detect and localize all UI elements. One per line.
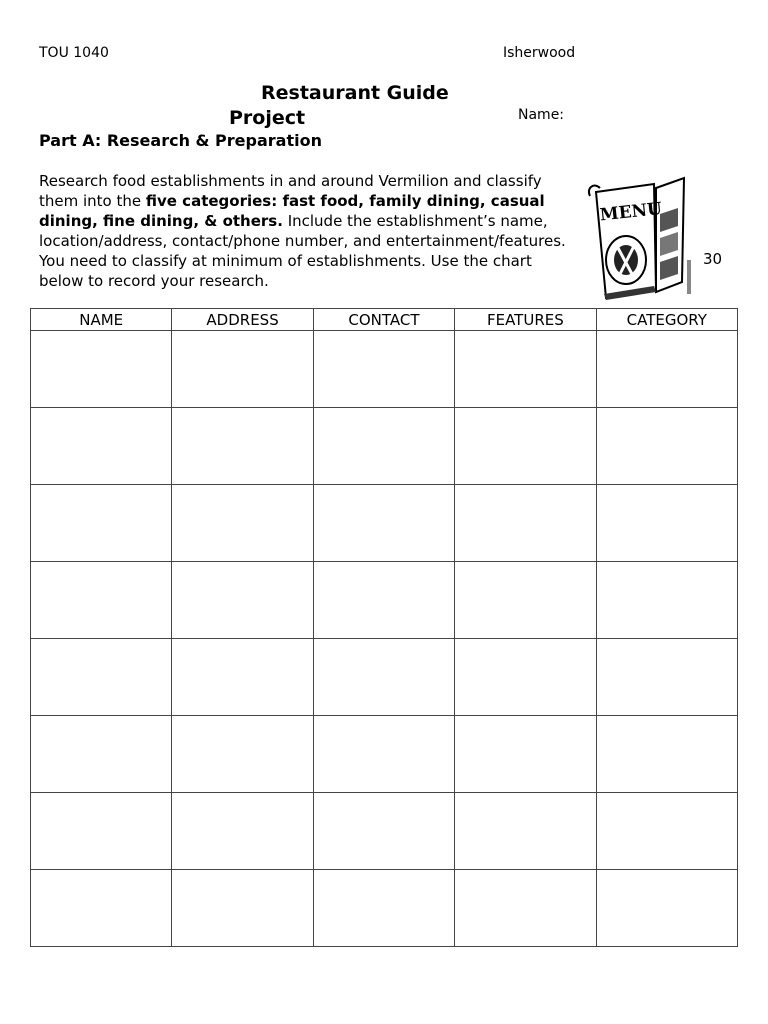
course-code: TOU 1040 xyxy=(39,45,109,61)
column-header-category: CATEGORY xyxy=(596,309,737,331)
column-header-name: NAME xyxy=(31,309,172,331)
table-row xyxy=(31,716,738,793)
table-cell-name xyxy=(31,562,172,639)
table-cell-features xyxy=(455,485,596,562)
page-title-line1: Restaurant Guide xyxy=(261,82,449,104)
table-cell-contact xyxy=(313,485,454,562)
table-cell-contact xyxy=(313,793,454,870)
table-row xyxy=(31,408,738,485)
research-table xyxy=(30,308,738,947)
section-heading: Part A: Research & Preparation xyxy=(39,131,322,150)
table-cell-features xyxy=(455,408,596,485)
table-cell-category xyxy=(596,870,737,947)
table-cell-features xyxy=(455,793,596,870)
instructions-paragraph xyxy=(39,171,579,291)
table-cell-contact xyxy=(313,562,454,639)
table-cell-name xyxy=(31,485,172,562)
table-cell-name xyxy=(31,793,172,870)
table-cell-name xyxy=(31,716,172,793)
table-cell-category xyxy=(596,793,737,870)
instructions-categories: five categories: fast food, family dining, casual dining, fine dining, & others. xyxy=(39,192,545,230)
table-cell-contact xyxy=(313,639,454,716)
table-cell-address xyxy=(172,639,313,716)
table-cell-features xyxy=(455,639,596,716)
menu-clipart-icon xyxy=(584,174,696,306)
table-cell-address xyxy=(172,331,313,408)
table-cell-name xyxy=(31,331,172,408)
table-cell-address xyxy=(172,793,313,870)
table-row xyxy=(31,331,738,408)
table-row xyxy=(31,639,738,716)
column-header-contact: CONTACT xyxy=(313,309,454,331)
table-cell-category xyxy=(596,331,737,408)
table-cell-category xyxy=(596,408,737,485)
instructions-text-1: Research food establishments in and around Vermilion and classify them into the xyxy=(39,172,542,210)
page-title-line2: Project xyxy=(229,107,306,129)
marks-value: 30 xyxy=(703,250,723,268)
table-cell-features xyxy=(455,870,596,947)
table-row xyxy=(31,485,738,562)
table-header-row xyxy=(31,309,738,331)
table-cell-address xyxy=(172,485,313,562)
table-cell-name xyxy=(31,870,172,947)
table-row xyxy=(31,870,738,947)
column-header-features: FEATURES xyxy=(455,309,596,331)
table-cell-address xyxy=(172,562,313,639)
instructor-name: Isherwood xyxy=(503,45,576,61)
menu-clipart-title: MENU xyxy=(598,199,663,226)
table-cell-address xyxy=(172,408,313,485)
column-header-address: ADDRESS xyxy=(172,309,313,331)
table-cell-contact xyxy=(313,716,454,793)
table-cell-category xyxy=(596,485,737,562)
table-cell-contact xyxy=(313,331,454,408)
table-cell-contact xyxy=(313,408,454,485)
table-cell-features xyxy=(455,562,596,639)
table-row xyxy=(31,793,738,870)
table-cell-features xyxy=(455,331,596,408)
table-cell-name xyxy=(31,408,172,485)
table-cell-contact xyxy=(313,870,454,947)
instructions-text-2: Include the establishment’s name, location/address, contact/phone number, and entertainment/features. You need to classify at minimum of establishments. Use the chart below to record your research. xyxy=(39,212,566,290)
name-label: Name: xyxy=(518,107,565,123)
table-row xyxy=(31,562,738,639)
table-cell-address xyxy=(172,870,313,947)
table-cell-features xyxy=(455,716,596,793)
table-cell-category xyxy=(596,716,737,793)
table-cell-address xyxy=(172,716,313,793)
table-cell-category xyxy=(596,562,737,639)
table-cell-category xyxy=(596,639,737,716)
table-cell-name xyxy=(31,639,172,716)
